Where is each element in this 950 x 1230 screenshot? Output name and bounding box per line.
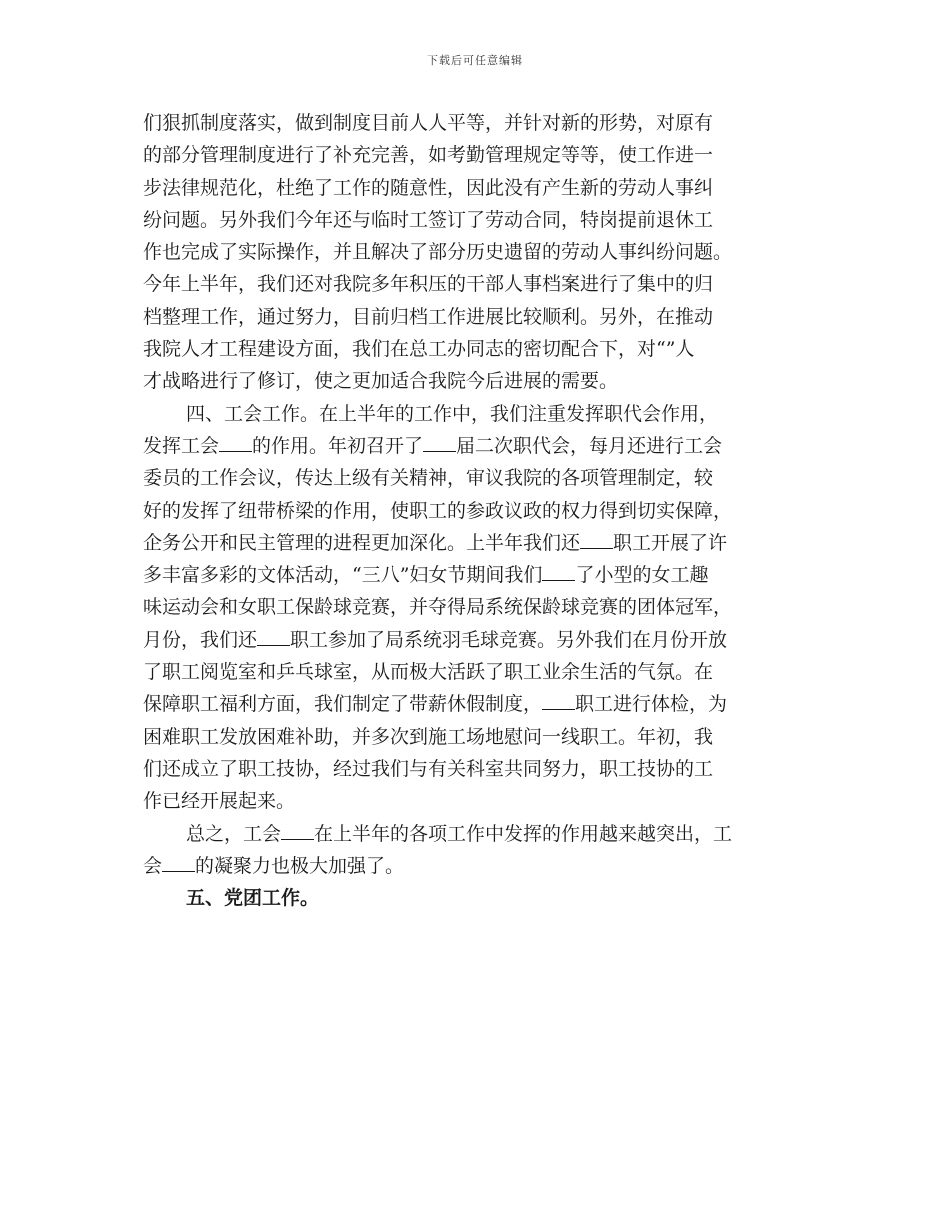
text-line: 好的发挥了纽带桥梁的作用，使职工的参政议政的权力得到切实保障， [143, 499, 733, 522]
text-segment: 职工进行体检，为 [575, 693, 728, 716]
fill-blank [257, 627, 290, 646]
fill-blank [162, 853, 195, 872]
text-line: 委员的工作会议，传达上级有关精神，审议我院的各项管理制定，较 [143, 467, 714, 490]
text-segment: 的凝聚力也极大加强了。 [195, 854, 405, 877]
text-line [143, 818, 823, 850]
text-segment: 多丰富多彩的文体活动，“三八”妇女节期间我们 [143, 564, 543, 587]
text-line: 才战略进行了修订，使之更加适合我院今后进展的需要。 [143, 370, 619, 393]
fill-blank [219, 433, 252, 452]
text-line [143, 624, 823, 656]
text-line: 今年上半年，我们还对我院多年积压的干部人事档案进行了集中的归 [143, 273, 714, 296]
text-segment: 职工参加了局系统羽毛球竞赛。另外我们在月份开放 [290, 628, 728, 651]
text-line [143, 527, 823, 559]
text-segment: 月份，我们还 [143, 628, 258, 651]
fill-blank [542, 691, 575, 710]
text-line: 作也完成了实际操作，并且解决了部分历史遗留的劳动人事纠纷问题。 [143, 241, 733, 264]
text-line: 作已经开展起来。 [143, 790, 296, 813]
text-segment: 企务公开和民主管理的进程更加深化。上半年我们还 [143, 531, 581, 554]
text-segment: 的作用。年初召开了 [252, 434, 424, 457]
text-line [143, 430, 823, 462]
text-segment: 发挥工会 [143, 434, 220, 457]
text-segment: 保障职工福利方面，我们制定了带薪休假制度， [143, 693, 543, 716]
text-line: 步法律规范化，杜绝了工作的随意性，因此没有产生新的劳动人事纠 [143, 176, 714, 199]
text-line: 我院人才工程建设方面，我们在总工办同志的密切配合下，对“”人 [143, 338, 695, 361]
text-line: 纷问题。另外我们今年还与临时工签订了劳动合同，特岗提前退休工 [143, 208, 714, 231]
fill-blank [423, 433, 456, 452]
fill-blank [281, 821, 314, 840]
text-line: 味运动会和女职工保龄球竞赛，并夺得局系统保龄球竞赛的团体冠军， [143, 596, 733, 619]
document-body [143, 107, 823, 914]
text-line [143, 688, 823, 720]
text-line [143, 559, 823, 591]
paragraph-personnel-work [143, 107, 823, 398]
text-segment: 了小型的女工趣 [575, 564, 709, 587]
text-line: 的部分管理制度进行了补充完善，如考勤管理规定等等，使工作进一 [143, 144, 714, 167]
text-line: 档整理工作，通过努力，目前归档工作进展比较顺利。另外，在推动 [143, 305, 714, 328]
text-segment: 届二次职代会，每月还进行工会 [456, 434, 723, 457]
text-line: 困难职工发放困难补助，并多次到施工场地慰问一线职工。年初，我 [143, 725, 714, 748]
text-segment: 总之，工会 [186, 822, 282, 845]
text-segment: 职工开展了许 [613, 531, 728, 554]
page-header-note: 下载后可任意编辑 [427, 54, 523, 67]
text-line: 们还成立了职工技协，经过我们与有关科室共同努力，职工技协的工 [143, 757, 714, 780]
text-segment: 会 [143, 854, 163, 877]
text-line [143, 850, 823, 882]
section-heading: 五、党团工作。 [186, 887, 320, 910]
paragraph-summary [143, 818, 823, 883]
fill-blank [580, 530, 613, 549]
fill-blank [542, 562, 575, 581]
text-segment: 在上半年的各项工作中发挥的作用越来越突出，工 [314, 822, 733, 845]
text-line: 四、工会工作。在上半年的工作中，我们注重发挥职代会作用， [186, 402, 719, 425]
text-line: 们狠抓制度落实，做到制度目前人人平等，并针对新的形势，对原有 [143, 112, 714, 134]
text-line: 了职工阅览室和乒乓球室，从而极大活跃了职工业余生活的气氛。在 [143, 661, 714, 684]
paragraph-union-work [143, 398, 823, 818]
